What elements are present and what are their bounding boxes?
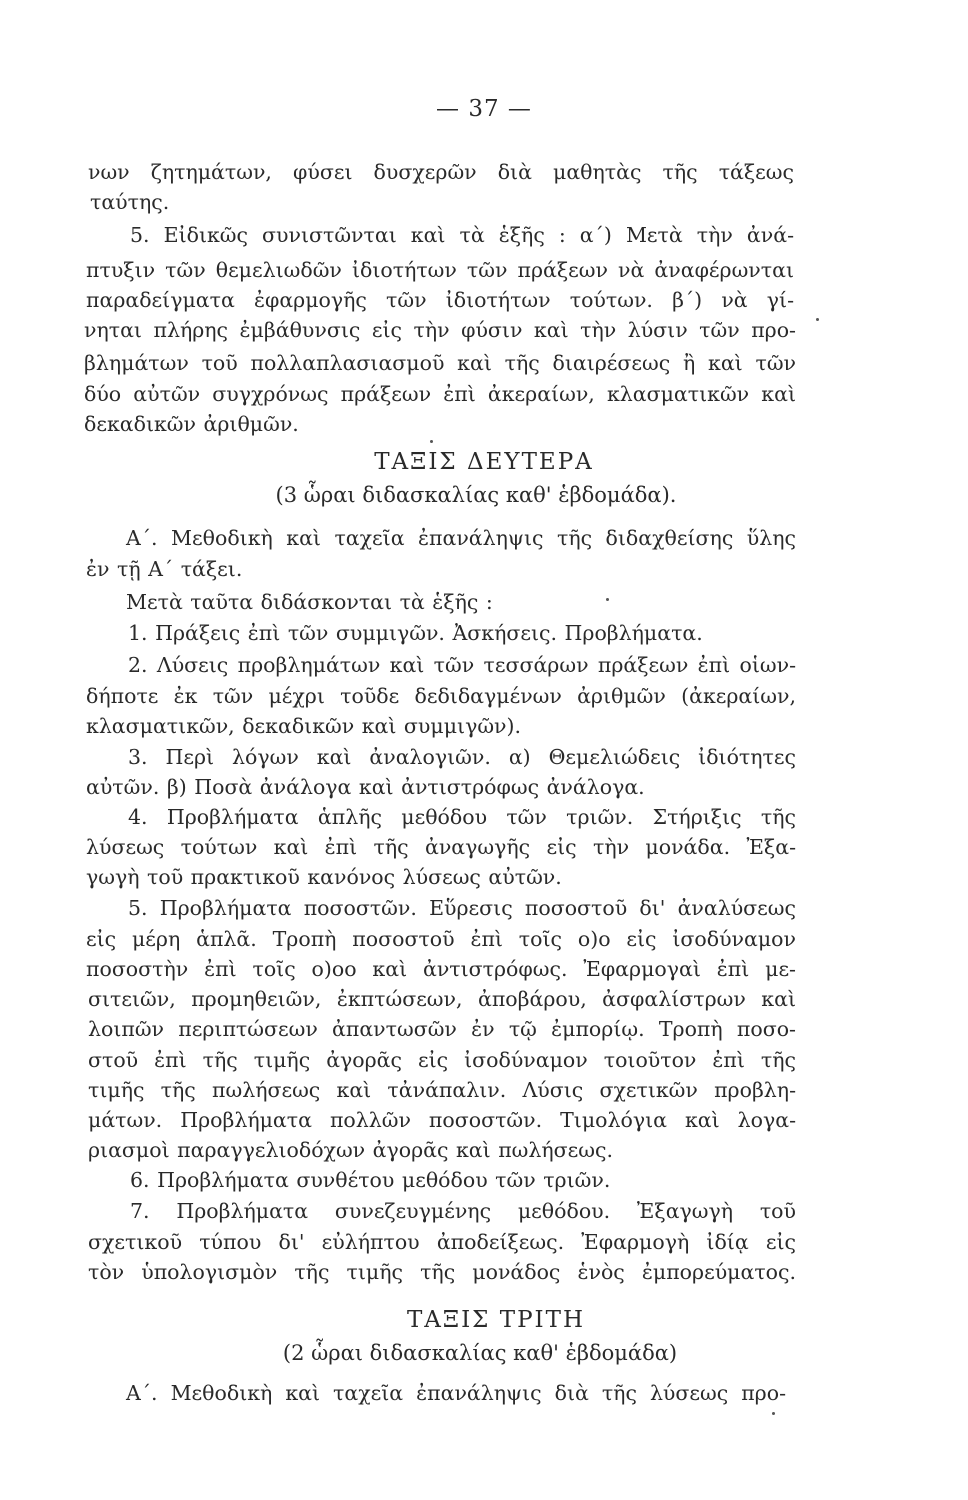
text-line: 2. Λύσεις προβλημάτων καὶ τῶν τεσσάρων πράξεων ἐπὶ οἱων- — [128, 653, 796, 677]
text-line: μάτων. Προβλήματα πολλῶν ποσοστῶν. Τιμολόγια καὶ λογα- — [88, 1108, 796, 1132]
text-line: δεκαδικῶν ἀριθμῶν. — [84, 412, 299, 436]
text-line: 7. Προβλήματα συνεζευγμένης μεθόδου. Ἐξαγωγὴ τοῦ — [130, 1199, 796, 1223]
text-line: ἐν τῇ Α΄ τάξει. — [86, 557, 243, 581]
text-line: νων ζητημάτων, φύσει δυσχερῶν διὰ μαθητὰς τῆς τάξεως — [88, 160, 794, 184]
text-line: πτυξιν τῶν θεμελιωδῶν ἰδιοτήτων τῶν πράξεων νὰ ἀναφέρωνται — [86, 258, 794, 282]
text-line: Α΄. Μεθοδικὴ καὶ ταχεῖα ἐπανάληψις διὰ τῆς λύσεως προ- — [126, 1381, 786, 1405]
section-heading: ΤΑΞΙΣ ΤΡΙΤΗ — [406, 1307, 586, 1333]
text-line: νηται πλήρης ἐμβάθυνσις εἰς τὴν φύσιν καὶ τὴν λύσιν τῶν προ- — [84, 318, 796, 342]
text-line: γωγὴ τοῦ πρακτικοῦ κανόνος λύσεως αὐτῶν. — [86, 865, 562, 889]
text-line: αὐτῶν. β) Ποσὰ ἀνάλογα καὶ ἀντιστρόφως ἀνάλογα. — [86, 775, 645, 799]
section-subheading: (3 ὧραι διδασκαλίας καθ' ἑβδομάδα). — [275, 483, 677, 507]
print-speck — [430, 440, 433, 443]
text-line: 4. Προβλήματα ἁπλῆς μεθόδου τῶν τριῶν. Στήριξις τῆς — [128, 805, 796, 829]
print-speck — [816, 318, 819, 321]
text-line: ποσοστὴν ἐπὶ τοῖς ο)οο καὶ ἀντιστρόφως. Ἐφαρμογαὶ ἐπὶ με- — [86, 957, 796, 981]
page-number: — 37 — — [436, 96, 532, 122]
text-line: ριασμοὶ παραγγελιοδόχων ἀγορᾶς καὶ πωλήσεως. — [88, 1138, 613, 1162]
text-line: 1. Πράξεις ἐπὶ τῶν συμμιγῶν. Ἀσκήσεις. Προβλήματα. — [128, 621, 703, 645]
section-heading: ΤΑΞΙΣ ΔΕΥΤΕΡΑ — [374, 449, 594, 475]
text-line: 5. Εἰδικῶς συνιστῶνται καὶ τὰ ἑξῆς : α΄) Μετὰ τὴν ἀνά- — [130, 223, 794, 247]
text-line: 5. Προβλήματα ποσοστῶν. Εὕρεσις ποσοστοῦ δι' ἀναλύσεως — [128, 896, 796, 920]
text-line: κλασματικῶν, δεκαδικῶν καὶ συμμιγῶν). — [86, 714, 522, 738]
print-speck — [772, 1412, 775, 1415]
text-line: λύσεως τούτων καὶ ἐπὶ τῆς ἀναγωγῆς εἰς τὴν μονάδα. Ἐξα- — [86, 835, 796, 859]
text-line: Μετὰ ταῦτα διδάσκονται τὰ ἑξῆς : — [126, 590, 493, 614]
text-line: Α΄. Μεθοδικὴ καὶ ταχεῖα ἐπανάληψις τῆς διδαχθείσης ὕλης — [126, 526, 796, 550]
print-speck — [606, 598, 609, 601]
text-line: 6. Προβλήματα συνθέτου μεθόδου τῶν τριῶν. — [130, 1168, 611, 1192]
text-line: βλημάτων τοῦ πολλαπλασιασμοῦ καὶ τῆς διαιρέσεως ἢ καὶ τῶν — [84, 351, 796, 375]
text-line: παραδείγματα ἐφαρμογῆς τῶν ἰδιοτήτων τούτων. β΄) νὰ γί- — [86, 288, 794, 312]
text-line: σχετικοῦ τύπου δι' εὐλήπτου ἀποδείξεως. Ἐφαρμογὴ ἰδίᾳ εἰς — [88, 1230, 796, 1254]
text-line: δήποτε ἐκ τῶν μέχρι τοῦδε δεδιδαγμένων ἀριθμῶν (ἀκεραίων, — [86, 684, 796, 708]
text-line: σιτειῶν, προμηθειῶν, ἐκπτώσεων, ἀποβάρου, ἀσφαλίστρων καὶ — [88, 987, 796, 1011]
section-subheading: (2 ὧραι διδασκαλίας καθ' ἑβδομάδα) — [282, 1341, 678, 1365]
text-line: λοιπῶν περιπτώσεων ἀπαντωσῶν ἐν τῷ ἐμπορίῳ. Τροπὴ ποσο- — [88, 1017, 796, 1041]
text-line: τὸν ὑπολογισμὸν τῆς τιμῆς τῆς μονάδος ἑνὸς ἐμπορεύματος. — [88, 1260, 796, 1284]
text-line: στοῦ ἐπὶ τῆς τιμῆς ἀγορᾶς εἰς ἰσοδύναμον τοιοῦτον ἐπὶ τῆς — [88, 1048, 796, 1072]
text-line: εἰς μέρη ἁπλᾶ. Τροπὴ ποσοστοῦ ἐπὶ τοῖς ο)ο εἰς ἰσοδύναμον — [86, 927, 796, 951]
text-line: 3. Περὶ λόγων καὶ ἀναλογιῶν. α) Θεμελιώδεις ἰδιότητες — [128, 745, 796, 769]
text-line: ταύτης. — [90, 190, 170, 214]
text-line: δύο αὐτῶν συγχρόνως πράξεων ἐπὶ ἀκεραίων, κλασματικῶν καὶ — [84, 382, 796, 406]
text-line: τιμῆς τῆς πωλήσεως καὶ τἀνάπαλιν. Λύσις σχετικῶν προβλη- — [88, 1078, 796, 1102]
